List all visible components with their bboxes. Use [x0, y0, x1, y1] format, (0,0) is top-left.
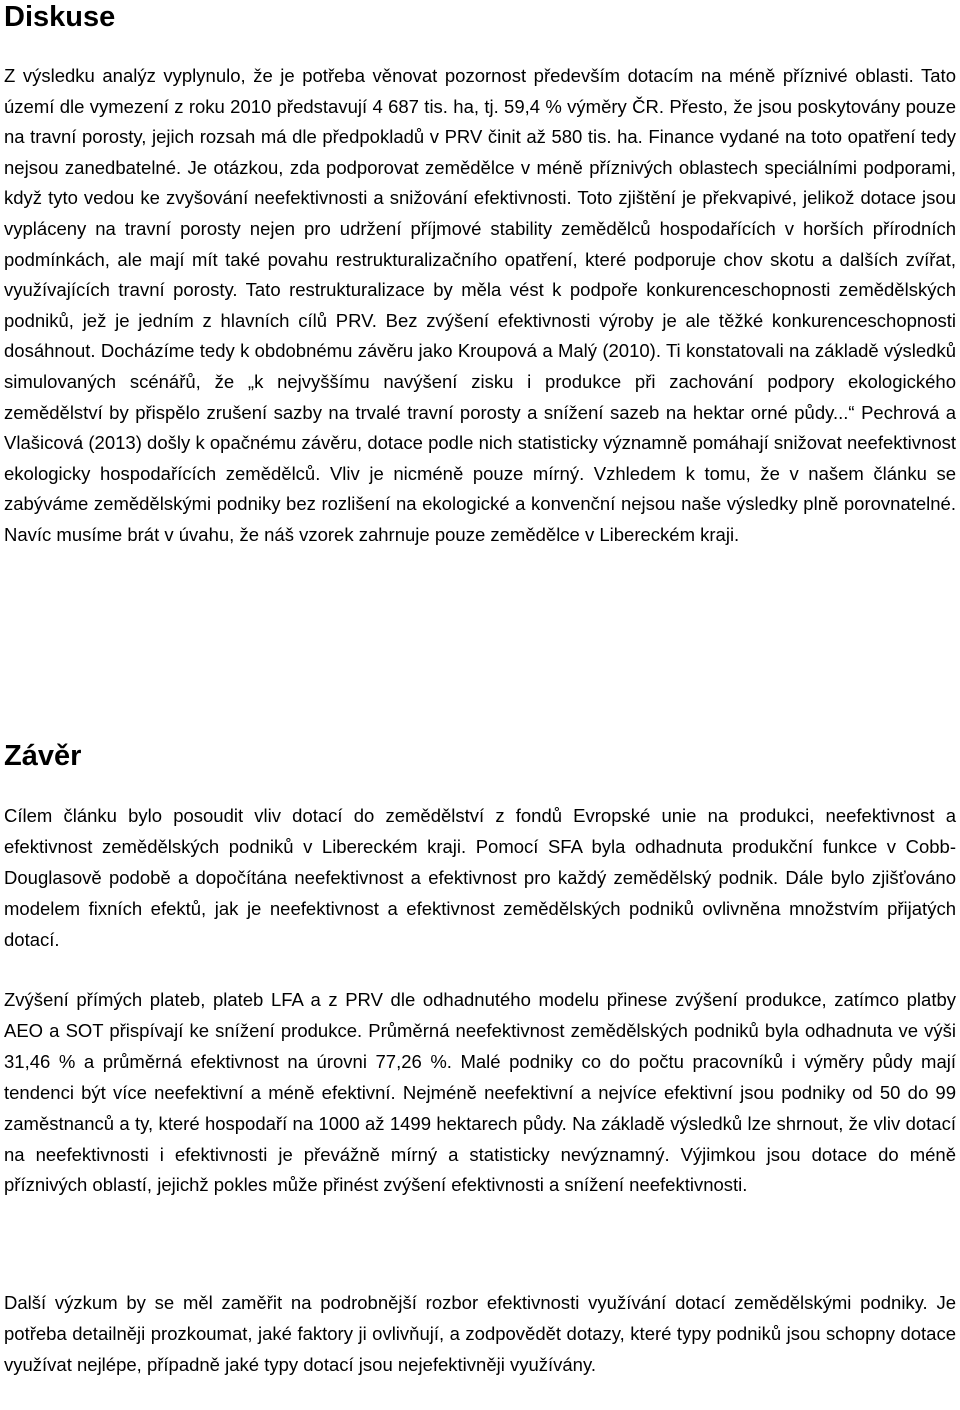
- conclusion-paragraph-2: Zvýšení přímých plateb, plateb LFA a z PRV dle odhadnutého modelu přinese zvýšení produkce, zatímco platby AEO a SOT přispívají ke snížení produkce. Průměrná neefektivnost zemědělských podniků byla odhadnuta ve výši 31,46 % a průměrná efektivnost na úrovni 77,26 %. Malé podniky co do počtu pracovníků i výměry půdy mají tendenci být více neefektivní a méně efektivní. Nejméně neefektivní a nejvíce efektivní jsou podniky od 50 do 99 zaměstnanců a ty, které hospodaří na 1000 až 1499 hektarech půdy. Na základě výsledků lze shrnout, že vliv dotací na neefektivnosti i efektivnosti je převážně mírný a statisticky nevýznamný. Výjimkou jsou dotace do méně příznivých oblastí, jejichž pokles může přinést zvýšení efektivnosti a snížení neefektivnosti.: [4, 989, 956, 1196]
- section-heading-discussion: Diskuse: [4, 1, 116, 33]
- discussion-paragraph: Z výsledku analýz vyplynulo, že je potřeba věnovat pozornost především dotacím na méně příznivé oblasti. Tato území dle vymezení z roku 2010 představují 4 687 tis. ha, tj. 59,4 % výměry ČR. Přesto, že jsou poskytovány pouze na travní porosty, jejich rozsah má dle předpokladů v PRV činit až 580 tis. ha. Finance vydané na toto opatření tedy nejsou zanedbatelné. Je otázkou, zda podporovat zemědělce v méně příznivých oblastech speciálními podporami, když tyto vedou ke zvyšování neefektivnosti a snižování efektivnosti. Toto zjištění je překvapivé, jelikož dotace jsou vypláceny na travní porosty nejen pro udržení příjmové stability zemědělců hospodařících v horších přírodních podmínkách, ale mají mít také povahu restrukturalizačního opatření, které podporuje chov skotu a dalších zvířat, využívajících travní porosty. Tato restrukturalizace by měla vést k podpoře konkurenceschopnosti zemědělských podniků, jež je jedním z hlavních cílů PRV. Bez zvýšení efektivnosti výroby je ale těžké konkurenceschopnosti dosáhnout. Docházíme tedy k obdobnému závěru jako Kroupová a Malý (2010). Ti konstatovali na základě výsledků simulovaných scénářů, že „k nejvyššímu navýšení zisku i produkce při zachování podpory ekologického zemědělství by přispělo zrušení sazby na trvalé travní porosty a snížení sazeb na hektar orné půdy...“ Pechrová a Vlašicová (2013) došly k opačnému závěru, dotace podle nich statisticky významně pomáhají snižovat neefektivnost ekologicky hospodařících zemědělců. Vliv je nicméně pouze mírný. Vzhledem k tomu, že v našem článku se zabýváme zemědělskými podniky bez rozlišení na ekologické a konvenční nejsou naše výsledky plně porovnatelné. Navíc musíme brát v úvahu, že náš vzorek zahrnuje pouze zemědělce v Libereckém kraji.: [4, 65, 956, 545]
- conclusion-paragraph-1: Cílem článku bylo posoudit vliv dotací do zemědělství z fondů Evropské unie na produkci, neefektivnost a efektivnost zemědělských podniků v Libereckém kraji. Pomocí SFA byla odhadnuta produkční funkce v Cobb-Douglasově podobě a dopočítána neefektivnost a efektivnost pro každý zemědělský podnik. Dále bylo zjišťováno modelem fixních efektů, jak je neefektivnost a efektivnost zemědělských podniků ovlivněna množstvím přijatých dotací.: [4, 805, 956, 950]
- conclusion-paragraph-3: Další výzkum by se měl zaměřit na podrobnější rozbor efektivnosti využívání dotací zemědělskými podniky. Je potřeba detailněji prozkoumat, jaké faktory ji ovlivňují, a zodpovědět dotazy, které typy podniků jsou schopny dotace využívat nejlépe, případně jaké typy dotací jsou nejefektivněji využívány.: [4, 1292, 956, 1375]
- section-heading-conclusion: Závěr: [4, 740, 82, 772]
